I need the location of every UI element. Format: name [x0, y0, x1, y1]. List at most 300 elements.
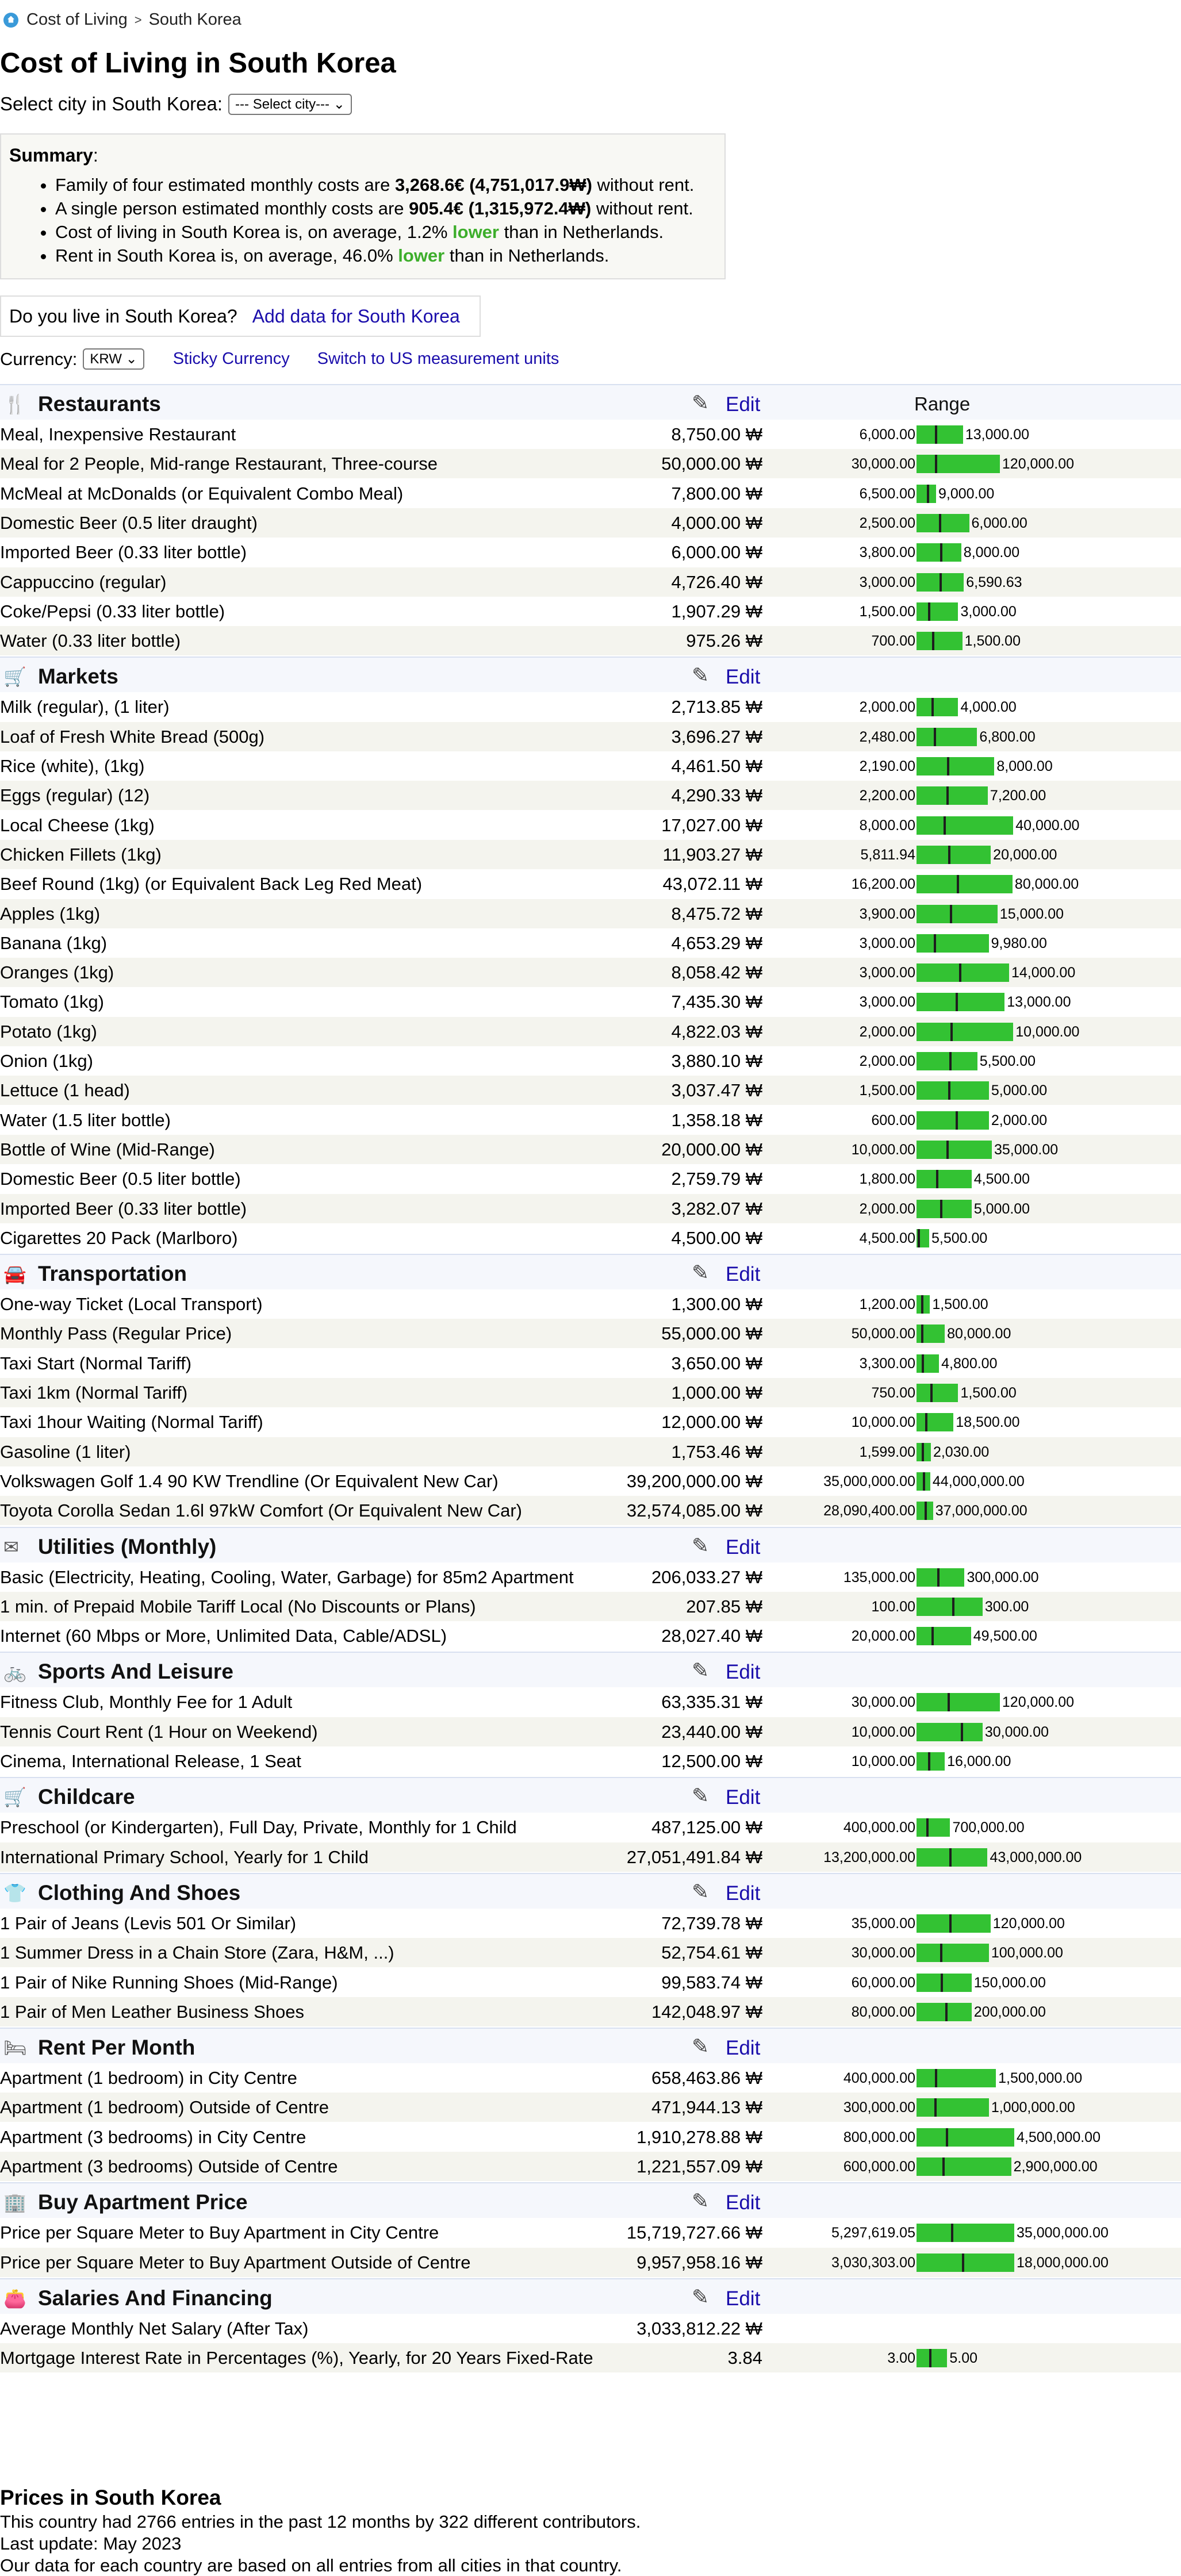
range-min: 800,000.00	[843, 2129, 915, 2145]
range-marker	[961, 1723, 963, 1741]
footer-entries: This country had 2766 entries in the past 12 months by 322 different contributors.	[0, 2512, 641, 2532]
range-max: 700,000.00	[952, 1819, 1025, 1836]
item-price: 1,753.46 ₩	[671, 1441, 762, 1462]
range-min: 20,000.00	[851, 1628, 915, 1645]
sticky-currency-link[interactable]: Sticky Currency	[172, 350, 290, 368]
item-name: Beef Round (1kg) (or Equivalent Back Leg Red Meat)	[0, 874, 423, 895]
range-max: 14,000.00	[1011, 965, 1076, 981]
range-bar	[917, 934, 989, 953]
table-row	[0, 1437, 1181, 1466]
range-marker	[929, 2349, 931, 2367]
range-max: 4,000.00	[960, 699, 1017, 716]
range-marker	[935, 2069, 937, 2087]
table-row	[0, 1746, 1181, 1776]
range-max: 10,000.00	[1015, 1023, 1080, 1040]
range-marker	[948, 1081, 950, 1100]
item-price: 7,435.30 ₩	[671, 992, 762, 1012]
table-row	[0, 1997, 1181, 2026]
range-min: 6,000.00	[859, 427, 915, 443]
range-bar	[917, 1944, 989, 1962]
range-marker	[918, 1229, 920, 1247]
section-header	[0, 1652, 1181, 1687]
range-min: 1,200.00	[859, 1296, 915, 1313]
item-name: Domestic Beer (0.5 liter bottle)	[0, 1169, 241, 1189]
section-title: Restaurants	[38, 392, 161, 416]
section-title: Buy Apartment Price	[38, 2190, 248, 2214]
range-bar	[917, 816, 1013, 835]
item-name: Banana (1kg)	[0, 932, 108, 953]
table-row	[0, 1289, 1181, 1319]
item-price: 3.84	[727, 2348, 762, 2368]
pencil-icon[interactable]: ✎	[692, 391, 710, 414]
edit-link[interactable]: Edit	[726, 1661, 761, 1684]
range-marker	[923, 1472, 925, 1491]
range-marker	[941, 1974, 943, 1992]
range-bar	[917, 728, 977, 746]
building-icon: 🏢	[3, 2192, 26, 2213]
item-name: Tomato (1kg)	[0, 992, 104, 1012]
table-row	[0, 1319, 1181, 1348]
table-row	[0, 420, 1181, 449]
table-row	[0, 2343, 1181, 2372]
range-min: 2,500.00	[859, 515, 915, 531]
range-bar	[917, 1023, 1013, 1041]
summary-item: • A single person estimated monthly costs are 905.4€ (1,315,972.4₩) without rent.	[55, 197, 716, 220]
range-marker	[942, 2157, 945, 2176]
range-marker	[951, 2224, 953, 2242]
range-max: 5,000.00	[991, 1082, 1048, 1099]
item-name: Water (1.5 liter bottle)	[0, 1110, 171, 1130]
range-max: 49,500.00	[973, 1628, 1037, 1645]
range-marker	[949, 1052, 952, 1070]
currency-label: Currency:	[0, 348, 78, 369]
currency-value: KRW	[90, 351, 122, 367]
range-bar	[917, 1111, 989, 1130]
item-name: Meal for 2 People, Mid-range Restaurant, Three-course	[0, 454, 438, 474]
pencil-icon[interactable]: ✎	[692, 1879, 710, 1903]
range-bar	[917, 993, 1004, 1011]
item-price: 55,000.00 ₩	[661, 1323, 762, 1344]
range-min: 3,000.00	[859, 574, 915, 590]
table-row	[0, 928, 1181, 958]
range-max: 1,000,000.00	[991, 2099, 1075, 2116]
item-name: Toyota Corolla Sedan 1.6l 97kW Comfort (Or Equivalent New Car)	[0, 1500, 522, 1521]
range-marker	[956, 1111, 958, 1130]
range-bar	[917, 425, 963, 444]
breadcrumb	[3, 10, 241, 29]
table-row	[0, 508, 1181, 538]
range-min: 4,500.00	[859, 1230, 915, 1246]
item-price: 142,048.97 ₩	[651, 2001, 762, 2022]
item-price: 17,027.00 ₩	[661, 815, 762, 835]
item-price: 28,027.40 ₩	[661, 1626, 762, 1646]
table-row	[0, 2063, 1181, 2093]
range-marker	[950, 1023, 953, 1041]
range-max: 120,000.00	[1002, 456, 1075, 473]
section-title: Childcare	[38, 1785, 135, 1809]
range-bar	[917, 632, 963, 650]
range-marker	[940, 573, 942, 592]
range-marker	[957, 875, 959, 893]
range-bar	[917, 1081, 989, 1100]
range-bar	[917, 1723, 983, 1741]
item-price: 12,000.00 ₩	[661, 1412, 762, 1433]
item-price: 3,696.27 ₩	[671, 726, 762, 747]
table-row	[0, 1223, 1181, 1253]
pencil-icon[interactable]: ✎	[692, 1784, 710, 1808]
bicycle-icon: 🚲	[3, 1661, 26, 1683]
range-max: 8,000.00	[963, 544, 1020, 561]
range-min: 300,000.00	[843, 2099, 915, 2116]
item-price: 975.26 ₩	[686, 631, 762, 651]
item-name: McMeal at McDonalds (or Equivalent Combo Meal)	[0, 483, 404, 504]
item-name: Eggs (regular) (12)	[0, 785, 150, 806]
range-max: 9,980.00	[991, 935, 1047, 951]
table-row	[0, 567, 1181, 597]
item-name: Gasoline (1 liter)	[0, 1441, 131, 1462]
range-marker	[921, 1295, 923, 1314]
pencil-icon[interactable]: ✎	[692, 1659, 710, 1683]
item-price: 4,000.00 ₩	[671, 512, 762, 533]
table-row	[0, 2122, 1181, 2152]
item-name: 1 Pair of Men Leather Business Shoes	[0, 2001, 305, 2022]
table-row	[0, 538, 1181, 567]
range-bar	[917, 2069, 996, 2087]
range-max: 1,500.00	[964, 633, 1021, 650]
range-marker	[936, 1170, 938, 1188]
range-max: 200,000.00	[973, 2003, 1046, 2020]
table-row	[0, 479, 1181, 508]
item-price: 3,880.10 ₩	[671, 1051, 762, 1071]
range-max: 300.00	[984, 1598, 1029, 1615]
item-price: 206,033.27 ₩	[651, 1567, 762, 1587]
summary-item: • Family of four estimated monthly costs are 3,268.6€ (4,751,017.9₩) without rent.	[55, 173, 716, 197]
edit-link[interactable]: Edit	[726, 1882, 761, 1905]
item-name: Cigarettes 20 Pack (Marlboro)	[0, 1227, 238, 1248]
item-price: 2,713.85 ₩	[671, 697, 762, 717]
range-max: 35,000,000.00	[1017, 2225, 1109, 2241]
item-price: 9,957,958.16 ₩	[636, 2252, 762, 2272]
item-name: Domestic Beer (0.5 liter draught)	[0, 512, 258, 533]
edit-link[interactable]: Edit	[726, 1263, 761, 1286]
edit-link[interactable]: Edit	[726, 2287, 761, 2310]
range-min: 10,000.00	[851, 1141, 915, 1158]
car-icon: 🚘	[3, 1264, 26, 1285]
city-select-label: Select city in South Korea:	[0, 93, 223, 114]
range-bar	[917, 602, 958, 621]
pencil-icon[interactable]: ✎	[692, 2189, 710, 2213]
range-min: 30,000.00	[851, 1945, 915, 1961]
range-min: 3,300.00	[859, 1355, 915, 1372]
range-max: 43,000,000.00	[990, 1849, 1082, 1865]
utensils-icon: 🍴	[3, 394, 26, 414]
item-price: 4,500.00 ₩	[671, 1227, 762, 1248]
range-max: 6,800.00	[979, 728, 1036, 745]
city-select-dropdown[interactable]	[228, 94, 352, 115]
table-row	[0, 2248, 1181, 2277]
range-min: 135,000.00	[843, 1569, 915, 1585]
pencil-icon[interactable]: ✎	[692, 2034, 710, 2059]
section-header	[0, 2182, 1181, 2218]
item-name: Apartment (1 bedroom) Outside of Centre	[0, 2097, 329, 2118]
item-name: Imported Beer (0.33 liter bottle)	[0, 542, 247, 563]
item-name: Cinema, International Release, 1 Seat	[0, 1751, 301, 1771]
range-marker	[928, 1752, 930, 1771]
range-bar	[917, 1170, 972, 1188]
range-max: 6,000.00	[971, 515, 1027, 531]
range-min: 2,480.00	[859, 728, 915, 745]
range-max: 300,000.00	[967, 1569, 1039, 1585]
range-marker	[949, 1914, 952, 1933]
range-max: 4,500,000.00	[1017, 2129, 1101, 2145]
item-name: 1 Pair of Jeans (Levis 501 Or Similar)	[0, 1913, 297, 1933]
add-data-link[interactable]: Add data for South Korea	[252, 305, 460, 327]
pencil-icon[interactable]: ✎	[692, 1261, 710, 1285]
range-max: 13,000.00	[965, 427, 1030, 443]
section-title: Salaries And Financing	[38, 2286, 273, 2310]
range-bar	[917, 2253, 1014, 2272]
table-row	[0, 1938, 1181, 1967]
range-min: 2,000.00	[859, 1053, 915, 1069]
range-marker	[948, 846, 950, 864]
range-bar	[917, 1848, 987, 1867]
range-min: 100.00	[871, 1598, 915, 1615]
item-name: Coke/Pepsi (0.33 liter bottle)	[0, 601, 225, 621]
range-min: 30,000.00	[851, 1694, 915, 1711]
item-name: Local Cheese (1kg)	[0, 815, 155, 835]
summary-item: • Cost of living in South Korea is, on average, 1.2% lower than in Netherlands.	[55, 220, 716, 244]
range-marker	[956, 993, 958, 1011]
item-price: 8,475.72 ₩	[671, 903, 762, 924]
range-max: 2,900,000.00	[1013, 2159, 1098, 2175]
range-max: 120,000.00	[1002, 1694, 1075, 1711]
item-price: 1,000.00 ₩	[671, 1383, 762, 1403]
item-price: 63,335.31 ₩	[661, 1692, 762, 1713]
edit-link[interactable]: Edit	[726, 2037, 761, 2060]
currency-row	[0, 348, 586, 370]
range-min: 1,500.00	[859, 1082, 915, 1099]
table-row	[0, 597, 1181, 626]
range-marker	[937, 1568, 940, 1587]
item-price: 43,072.11 ₩	[662, 874, 762, 895]
range-bar	[917, 1384, 958, 1402]
item-name: Taxi Start (Normal Tariff)	[0, 1353, 192, 1373]
range-bar	[917, 543, 961, 562]
item-price: 487,125.00 ₩	[651, 1817, 762, 1838]
range-max: 5,500.00	[979, 1053, 1036, 1069]
bed-icon: 🛏	[3, 2037, 27, 2059]
range-marker	[932, 632, 934, 650]
range-min: 5,811.94	[860, 846, 915, 863]
item-price: 8,058.42 ₩	[671, 962, 762, 983]
wallet-icon: 👛	[3, 2287, 26, 2309]
range-bar	[917, 875, 1013, 893]
item-name: Preschool (or Kindergarten), Full Day, Private, Monthly for 1 Child	[0, 1817, 517, 1838]
range-bar	[917, 455, 1000, 473]
range-max: 5,000.00	[973, 1200, 1030, 1217]
footer-note: Our data for each country are based on all entries from all cities in that country.	[0, 2555, 622, 2575]
range-max: 9,000.00	[938, 485, 995, 502]
table-row	[0, 1017, 1181, 1046]
live-question: Do you live in South Korea?	[9, 305, 237, 327]
item-name: Lettuce (1 head)	[0, 1080, 130, 1101]
breadcrumb-separator: >	[134, 12, 142, 27]
range-marker	[931, 698, 934, 716]
item-name: Volkswagen Golf 1.4 90 KW Trendline (Or Equivalent New Car)	[0, 1471, 499, 1491]
item-price: 32,574,085.00 ₩	[626, 1500, 762, 1521]
table-row	[0, 2314, 1181, 2343]
table-row	[0, 1466, 1181, 1496]
range-max: 37,000,000.00	[935, 1503, 1027, 1519]
range-marker	[925, 1502, 927, 1520]
edit-link[interactable]: Edit	[726, 1535, 761, 1558]
range-bar	[917, 1974, 972, 1992]
range-bar	[917, 786, 988, 805]
range-min: 2,000.00	[859, 1200, 915, 1217]
table-row	[0, 1164, 1181, 1193]
section-title: Sports And Leisure	[38, 1660, 233, 1684]
home-icon[interactable]	[3, 13, 18, 28]
edit-link[interactable]: Edit	[726, 1786, 761, 1809]
pencil-icon[interactable]: ✎	[692, 1533, 710, 1557]
item-name: Fitness Club, Monthly Fee for 1 Adult	[0, 1692, 293, 1713]
item-name: Rice (white), (1kg)	[0, 756, 145, 776]
range-max: 80,000.00	[947, 1326, 1011, 1342]
range-marker	[962, 2253, 964, 2272]
item-price: 471,944.13 ₩	[651, 2097, 762, 2118]
item-price: 3,033,812.22 ₩	[636, 2318, 762, 2339]
range-marker	[945, 2003, 948, 2021]
range-max: 3,000.00	[960, 603, 1017, 620]
switch-units-link[interactable]: Switch to US measurement units	[317, 350, 559, 368]
item-price: 12,500.00 ₩	[661, 1751, 762, 1771]
table-row	[0, 1968, 1181, 1997]
chevron-down-icon: ⌄	[333, 96, 345, 112]
range-marker	[926, 1818, 929, 1837]
summary-list	[9, 173, 716, 267]
currency-select[interactable]	[83, 348, 144, 370]
range-bar	[917, 1413, 953, 1431]
edit-link[interactable]: Edit	[726, 666, 761, 689]
range-bar	[917, 1141, 992, 1159]
range-min: 10,000.00	[851, 1753, 915, 1769]
range-max: 1,500.00	[960, 1385, 1017, 1401]
range-bar	[917, 1752, 945, 1771]
range-marker	[921, 1325, 923, 1343]
range-max: 18,000,000.00	[1017, 2254, 1109, 2271]
table-row	[0, 2218, 1181, 2247]
table-row	[0, 722, 1181, 751]
item-name: Onion (1kg)	[0, 1051, 93, 1071]
range-bar	[917, 2157, 1011, 2176]
pencil-icon[interactable]: ✎	[692, 663, 710, 688]
item-price: 6,000.00 ₩	[671, 542, 762, 563]
item-name: Apartment (3 bedrooms) Outside of Centre	[0, 2156, 338, 2176]
range-min: 1,500.00	[859, 603, 915, 620]
section-header	[0, 2028, 1181, 2063]
edit-link[interactable]: Edit	[726, 2191, 761, 2214]
live-here-box	[0, 295, 481, 337]
item-name: Cappuccino (regular)	[0, 571, 167, 592]
item-price: 207.85 ₩	[686, 1596, 762, 1617]
range-marker	[934, 2098, 937, 2117]
section-title: Clothing And Shoes	[38, 1880, 241, 1905]
table-row	[0, 840, 1181, 869]
item-name: Taxi 1hour Waiting (Normal Tariff)	[0, 1412, 263, 1433]
range-marker	[922, 1354, 924, 1373]
range-marker	[922, 1443, 924, 1461]
range-marker	[928, 602, 930, 621]
range-bar	[917, 1052, 977, 1070]
item-price: 20,000.00 ₩	[661, 1139, 762, 1160]
range-max: 13,000.00	[1007, 994, 1071, 1011]
range-min: 3,000.00	[859, 965, 915, 981]
range-max: 4,800.00	[941, 1355, 998, 1372]
city-select-value: --- Select city---	[235, 96, 330, 112]
table-row	[0, 987, 1181, 1016]
table-row	[0, 692, 1181, 721]
range-min: 3,800.00	[859, 544, 915, 561]
item-price: 1,358.18 ₩	[671, 1110, 762, 1130]
item-name: International Primary School, Yearly for 1 Child	[0, 1846, 369, 1867]
footer-title: Prices in South Korea	[0, 2486, 221, 2509]
item-name: Monthly Pass (Regular Price)	[0, 1323, 232, 1344]
section-title: Markets	[38, 665, 118, 689]
range-min: 10,000.00	[851, 1414, 915, 1431]
cart-icon: 🛒	[3, 666, 26, 688]
item-price: 3,282.07 ₩	[671, 1198, 762, 1219]
table-row	[0, 899, 1181, 928]
item-price: 1,907.29 ₩	[671, 601, 762, 621]
range-marker	[927, 485, 929, 503]
range-bar	[917, 698, 958, 716]
range-marker	[934, 934, 936, 953]
range-bar	[917, 1598, 983, 1616]
summary-title: Summary	[9, 145, 93, 166]
breadcrumb-home-link[interactable]: Cost of Living	[26, 10, 128, 29]
item-price: 72,739.78 ₩	[661, 1913, 762, 1933]
item-price: 1,910,278.88 ₩	[636, 2126, 762, 2147]
range-min: 2,200.00	[859, 788, 915, 804]
range-max: 8,000.00	[996, 758, 1053, 774]
item-price: 8,750.00 ₩	[671, 424, 762, 444]
range-min: 5,297,619.05	[831, 2225, 915, 2241]
table-row	[0, 1135, 1181, 1164]
shirt-icon: 👕	[3, 1882, 26, 1903]
range-bar	[917, 1200, 972, 1218]
item-price: 4,290.33 ₩	[671, 785, 762, 806]
range-min: 2,000.00	[859, 1023, 915, 1040]
item-price: 658,463.86 ₩	[651, 2068, 762, 2089]
item-name: Internet (60 Mbps or More, Unlimited Data, Cable/ADSL)	[0, 1626, 447, 1646]
breadcrumb-current-link[interactable]: South Korea	[148, 10, 241, 29]
edit-link[interactable]: Edit	[726, 393, 761, 416]
mail-icon: ✉	[3, 1536, 19, 1557]
range-min: 80,000.00	[851, 2003, 915, 2020]
item-name: Chicken Fillets (1kg)	[0, 844, 162, 865]
chevron-down-icon: ⌄	[125, 351, 137, 367]
range-marker	[931, 1627, 934, 1645]
table-row	[0, 2152, 1181, 2181]
item-name: Apartment (1 bedroom) in City Centre	[0, 2068, 297, 2089]
table-row	[0, 1194, 1181, 1223]
range-marker	[946, 786, 949, 805]
section-header	[0, 1254, 1181, 1289]
range-min: 16,200.00	[851, 876, 915, 893]
table-row	[0, 1407, 1181, 1437]
pencil-icon[interactable]: ✎	[692, 2285, 710, 2309]
range-marker	[950, 905, 952, 923]
